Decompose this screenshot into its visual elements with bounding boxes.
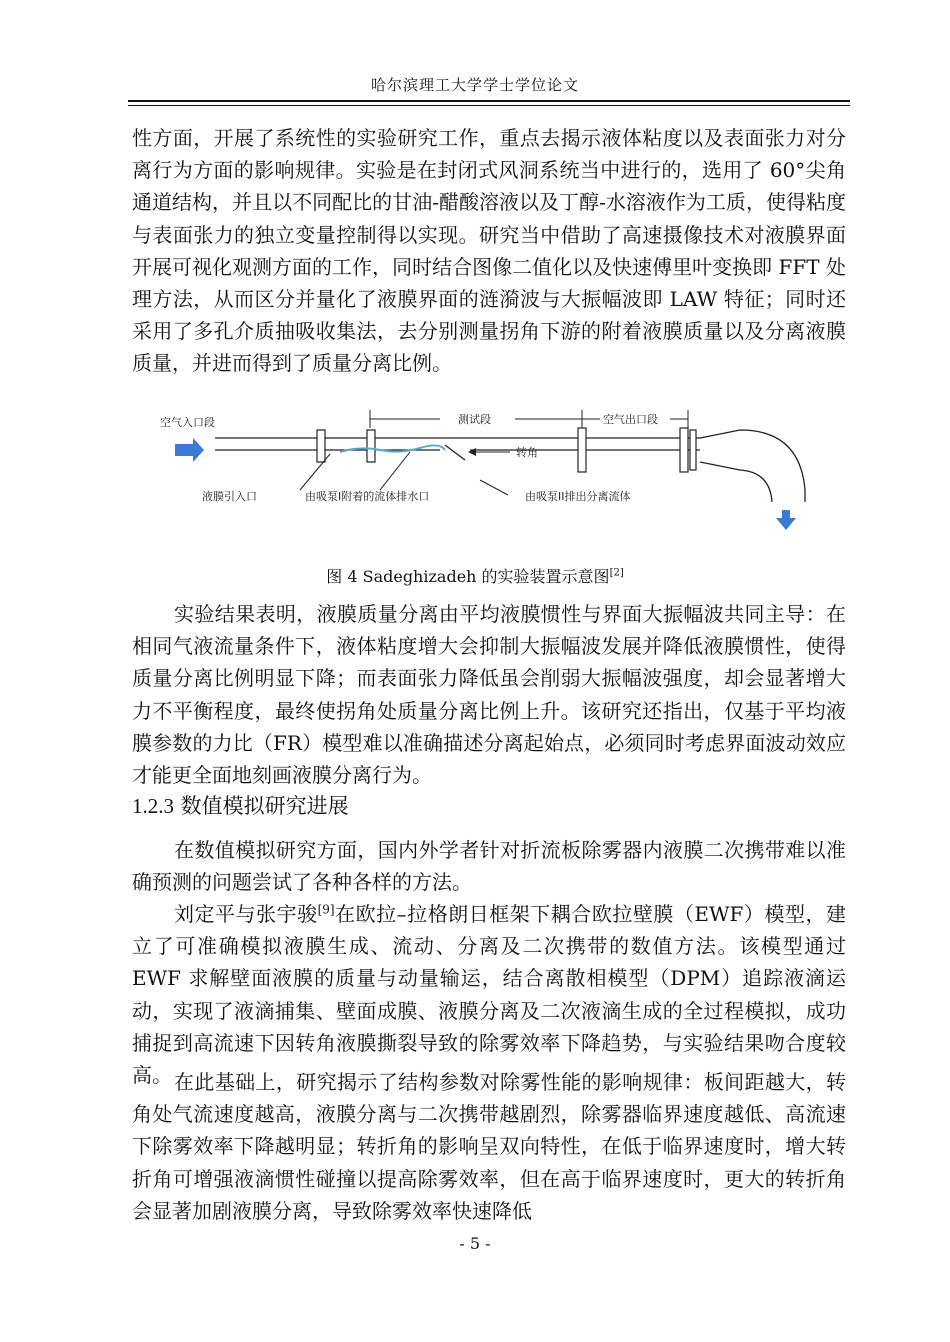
section-heading: 1.2.3 数值模拟研究进展 <box>132 794 349 818</box>
label-pump-1: 由吸泵I附着的流体排水口 <box>305 490 430 503</box>
paragraph-4: 刘定平与张宇骏[9]在欧拉–拉格朗日框架下耦合欧拉壁膜（EWF）模型，建立了可准确模拟液膜生成、流动、分离及二次携带的数值方法。该模型通过 EWF 求解壁面液膜的质量与动量输运，结合离散相模型（DPM）追踪液滴运动，实现了液滴捕集、壁面成膜、液膜分离及二次液滴生成的全过程模拟，成功捕捉到高流速下因转角液膜撕裂导致的除雾效率下降趋势，与实验结果吻合度较高。 <box>132 902 846 1088</box>
label-air-inlet: 空气入口段 <box>160 416 215 429</box>
apparatus-figure <box>140 400 820 550</box>
header-rule-thick <box>128 100 850 102</box>
page-number: - 5 - <box>459 1234 491 1253</box>
label-pump-2: 由吸泵II排出分离流体 <box>525 490 631 503</box>
figure-caption: 图 4 Sadeghizadeh 的实验装置示意图[2] <box>326 567 624 586</box>
label-air-outlet: 空气出口段 <box>603 413 658 426</box>
label-corner: 转角 <box>516 446 538 459</box>
label-test-section: 测试段 <box>458 413 491 426</box>
paragraph-1: 性方面，开展了系统性的实验研究工作，重点去揭示液体粘度以及表面张力对分离行为方面的影响规律。实验是在封闭式风洞系统当中进行的，选用了 60°尖角通道结构，并且以不同配比的甘油-醋酸溶液以及丁醇-水溶液作为工质，使得粘度与表面张力的独立变量控制得以实现。研究当中借助了高速摄像技术对液膜界面开展可视化观测方面的工作，同时结合图像二值化以及快速傅里叶变换即 FFT 处理方法，从而区分并量化了液膜界面的涟漪波与大振幅波即 LAW 特征；同时还采用了多孔介质抽吸收集法，去分别测量拐角下游的附着液膜质量以及分离液膜质量，并进而得到了质量分离比例。 <box>132 126 846 376</box>
outlet-arrow <box>776 510 796 530</box>
paragraph-2: 实验结果表明，液膜质量分离由平均液膜惯性与界面大振幅波共同主导：在相同气液流量条件下，液体粘度增大会抑制大振幅波发展并降低液膜惯性，使得质量分离比例明显下降；而表面张力降低虽会削弱大振幅波强度，却会显著增大力不平衡程度，最终使拐角处质量分离比例上升。该研究还指出，仅基于平均液膜参数的力比（FR）模型难以准确描述分离起始点，必须同时考虑界面波动效应才能更全面地刻画液膜分离行为。 <box>132 602 846 788</box>
header-rule-thin <box>128 105 850 106</box>
paragraph-3: 在数值模拟研究方面，国内外学者针对折流板除雾器内液膜二次携带难以准确预测的问题尝试了各种各样的方法。 <box>132 838 846 895</box>
inlet-arrow <box>175 438 204 462</box>
label-film-inlet: 液膜引入口 <box>202 490 257 503</box>
paragraph-5: 在此基础上，研究揭示了结构参数对除雾性能的影响规律：板间距越大，转角处气流速度越高，液膜分离与二次携带越剧烈，除雾器临界速度越低、高流速下除雾效率下降越明显；转折角的影响呈双向特性，在低于临界速度时，增大转折角可增强液滴惯性碰撞以提高除雾效率，但在高于临界速度时，更大的转折角会显著加剧液膜分离，导致除雾效率快速降低 <box>132 1070 846 1223</box>
page-header: 哈尔滨理工大学学士学位论文 <box>370 76 579 94</box>
